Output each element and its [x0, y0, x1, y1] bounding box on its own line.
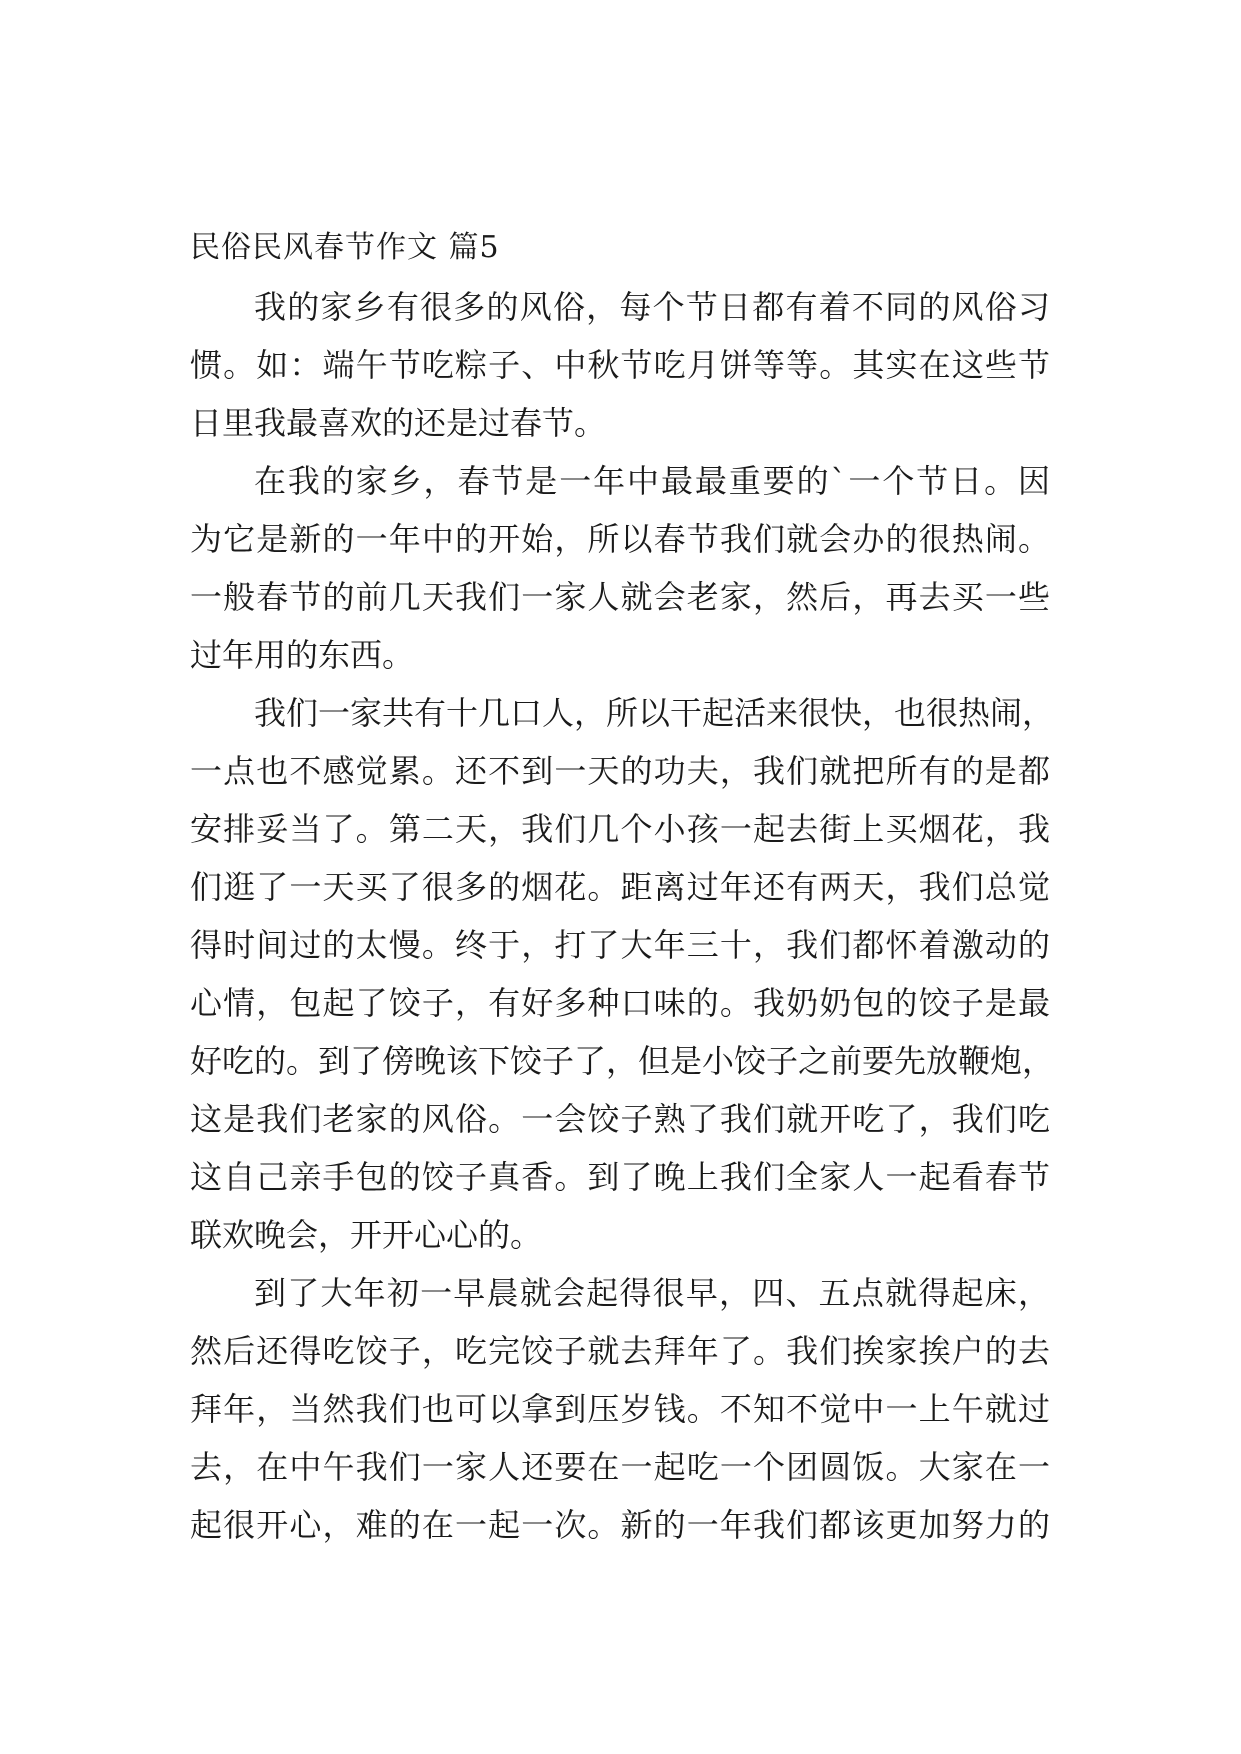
text-line: 这自己亲手包的饺子真香。到了晚上我们全家人一起看春节 [190, 1158, 1050, 1196]
text-line: 一般春节的前几天我们一家人就会老家，然后，再去买一些 [190, 578, 1050, 616]
paragraph [190, 1264, 1050, 1554]
text-line: 联欢晚会，开开心心的。 [190, 1216, 543, 1254]
text-line: 为它是新的一年中的开始，所以春节我们就会办的很热闹。 [190, 520, 1050, 558]
text-line: 起很开心，难的在一起一次。新的一年我们都该更加努力的 [190, 1506, 1050, 1544]
text-line: 心情，包起了饺子，有好多种口味的。我奶奶包的饺子是最 [190, 984, 1050, 1022]
text-line: 拜年，当然我们也可以拿到压岁钱。不知不觉中一上午就过 [190, 1390, 1050, 1428]
text-line: 日里我最喜欢的还是过春节。 [190, 404, 607, 442]
text-line: 一点也不感觉累。还不到一天的功夫，我们就把所有的是都 [190, 752, 1050, 790]
text-line: 然后还得吃饺子，吃完饺子就去拜年了。我们挨家挨户的去 [190, 1332, 1050, 1370]
paragraph [190, 278, 1050, 452]
text-line: 得时间过的太慢。终于，打了大年三十，我们都怀着激动的 [190, 926, 1050, 964]
document-body [190, 220, 1055, 1554]
paragraph [190, 452, 1050, 684]
text-line: 到了大年初一早晨就会起得很早，四、五点就得起床， [254, 1274, 1050, 1312]
text-line: 过年用的东西。 [190, 636, 415, 674]
text-line: 在我的家乡，春节是一年中最最重要的`一个节日。因 [254, 462, 1050, 500]
text-line: 惯。如：端午节吃粽子、中秋节吃月饼等等。其实在这些节 [190, 346, 1050, 384]
text-line: 们逛了一天买了很多的烟花。距离过年还有两天，我们总觉 [190, 868, 1050, 906]
text-line: 好吃的。到了傍晚该下饺子了，但是小饺子之前要先放鞭炮， [190, 1042, 1055, 1080]
essay-title: 民俗民风春节作文 篇5 [190, 230, 500, 265]
text-line: 我们一家共有十几口人，所以干起活来很快，也很热闹， [254, 694, 1055, 732]
text-line: 去，在中午我们一家人还要在一起吃一个团圆饭。大家在一 [190, 1448, 1050, 1486]
text-line: 我的家乡有很多的风俗，每个节日都有着不同的风俗习 [254, 288, 1050, 326]
text-line: 安排妥当了。第二天，我们几个小孩一起去街上买烟花，我 [190, 810, 1050, 848]
paragraph [190, 684, 1055, 1264]
text-line: 这是我们老家的风俗。一会饺子熟了我们就开吃了，我们吃 [190, 1100, 1050, 1138]
